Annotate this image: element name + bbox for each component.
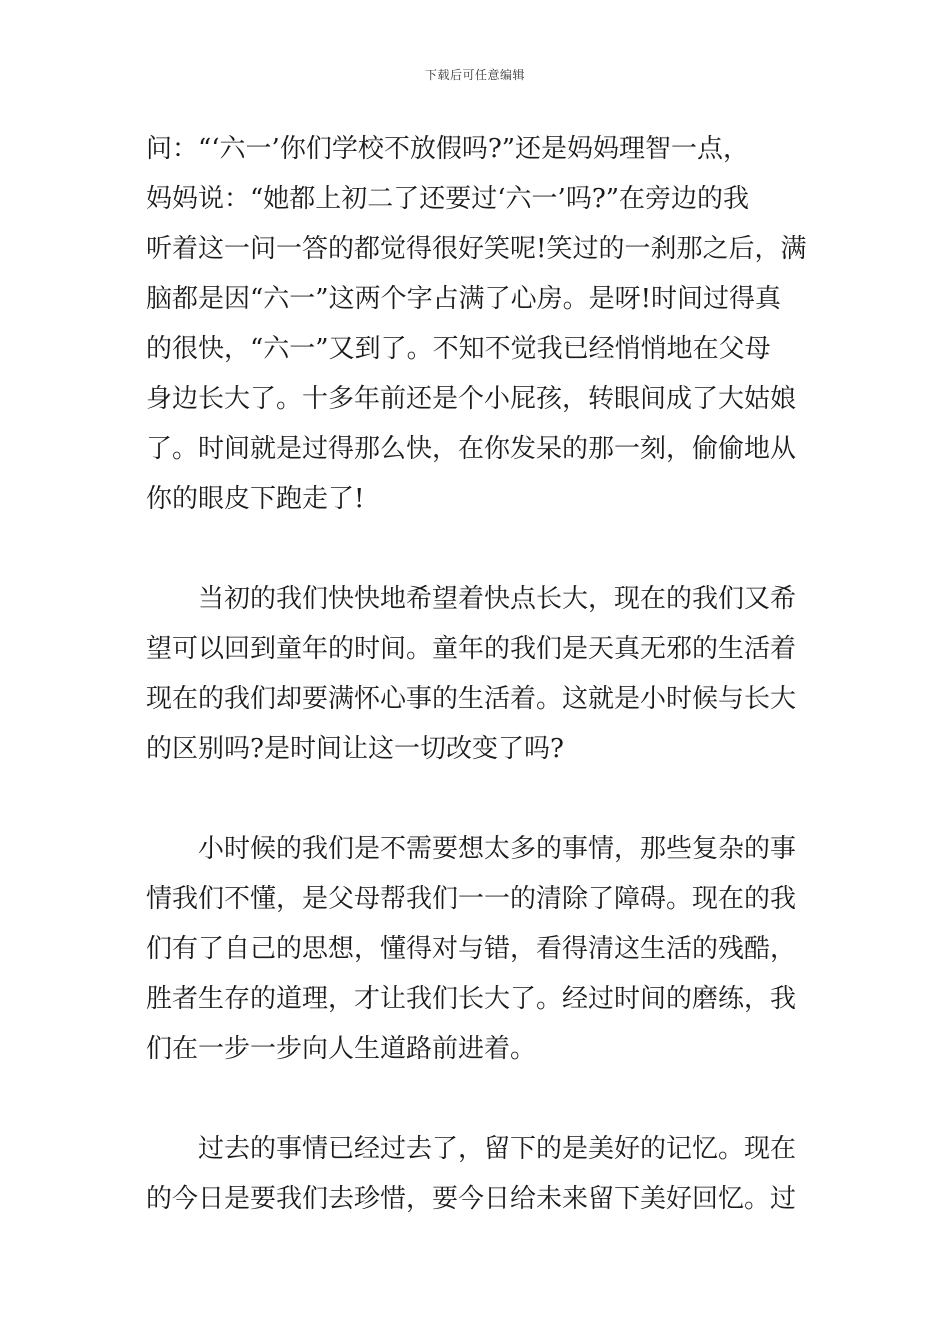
text-line: 们在一步一步向人生道路前进着。	[146, 1034, 537, 1064]
text-line: 听着这一问一答的都觉得很好笑呢!笑过的一刹那之后，满	[146, 234, 807, 264]
paragraph-spacer	[146, 524, 810, 574]
text-line: 当初的我们快快地希望着快点长大，现在的我们又希	[146, 584, 797, 614]
paragraph	[146, 124, 810, 524]
text-line: 问：“‘六一’你们学校不放假吗?”还是妈妈理智一点，	[146, 134, 750, 164]
text-line: 过去的事情已经过去了，留下的是美好的记忆。现在	[146, 1134, 797, 1164]
paragraph-spacer	[146, 774, 810, 824]
text-line: 小时候的我们是不需要想太多的事情，那些复杂的事	[146, 834, 797, 864]
paragraph	[146, 824, 810, 1074]
header-note: 下载后可任意编辑	[424, 68, 525, 82]
text-line: 的今日是要我们去珍惜，要今日给未来留下美好回忆。过	[146, 1184, 797, 1214]
text-line: 了。时间就是过得那么快，在你发呆的那一刻，偷偷地从	[146, 434, 797, 464]
text-line: 妈妈说：“她都上初二了还要过‘六一’吗?”在旁边的我	[146, 184, 750, 214]
paragraph	[146, 574, 810, 774]
text-line: 你的眼皮下跑走了!	[146, 484, 365, 514]
text-line: 情我们不懂，是父母帮我们一一的清除了障碍。现在的我	[146, 884, 797, 914]
text-line: 们有了自己的思想，懂得对与错，看得清这生活的残酷，	[146, 934, 797, 964]
text-line: 望可以回到童年的时间。童年的我们是天真无邪的生活着	[146, 634, 797, 664]
paragraph	[146, 1124, 810, 1224]
text-line: 身边长大了。十多年前还是个小屁孩，转眼间成了大姑娘	[146, 384, 797, 414]
text-line: 的很快，“六一”又到了。不知不觉我已经悄悄地在父母	[146, 334, 771, 364]
document-body	[146, 124, 810, 1224]
text-line: 的区别吗?是时间让这一切改变了吗?	[146, 734, 564, 764]
text-line: 胜者生存的道理，才让我们长大了。经过时间的磨练，我	[146, 984, 797, 1014]
paragraph-spacer	[146, 1074, 810, 1124]
text-line: 现在的我们却要满怀心事的生活着。这就是小时候与长大	[146, 684, 797, 714]
text-line: 脑都是因“六一”这两个字占满了心房。是呀!时间过得真	[146, 284, 782, 314]
